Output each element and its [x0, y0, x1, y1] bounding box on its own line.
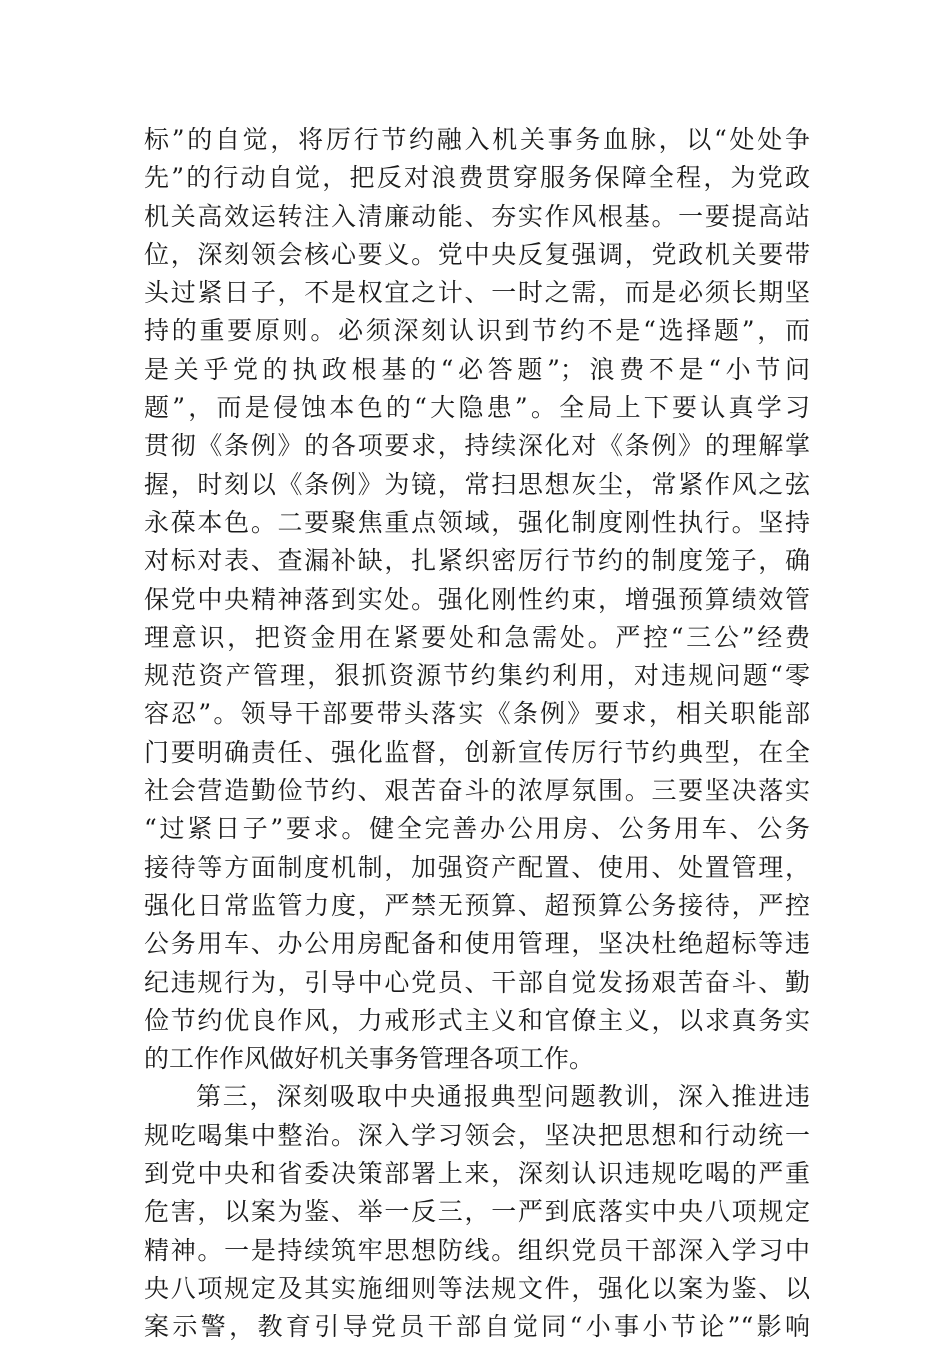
text-line: “过紧日子”要求。健全完善办公用房、公务用车、公务: [144, 814, 810, 844]
paragraph-end-line: 的工作作风做好机关事务管理各项工作。: [144, 1044, 595, 1074]
text-line: 贯彻《条例》的各项要求，持续深化对《条例》的理解掌: [144, 431, 810, 461]
text-line: 接待等方面制度机制，加强资产配置、使用、处置管理，: [144, 852, 810, 882]
text-line: 央八项规定及其实施细则等法规文件，强化以案为鉴、以: [144, 1273, 810, 1303]
text-line: 强化日常监管力度，严禁无预算、超预算公务接待，严控: [144, 890, 810, 920]
text-line: 机关高效运转注入清廉动能、夯实作风根基。一要提高站: [144, 201, 810, 231]
text-line: 永葆本色。二要聚焦重点领域，强化制度刚性执行。坚持: [144, 507, 810, 537]
body-text: [144, 121, 810, 1347]
text-line: 容忍”。领导干部要带头落实《条例》要求，相关职能部: [144, 699, 810, 729]
text-line: 公务用车、办公用房配备和使用管理，坚决杜绝超标等违: [144, 929, 810, 959]
text-line: 对标对表、查漏补缺，扎紧织密厉行节约的制度笼子，确: [144, 546, 810, 576]
text-line: 理意识，把资金用在紧要处和急需处。严控“三公”经费: [144, 622, 810, 652]
text-line: 头过紧日子，不是权宜之计、一时之需，而是必须长期坚: [144, 278, 810, 308]
text-line: 案示警，教育引导党员干部自觉同“小事小节论”“影响: [144, 1312, 810, 1342]
text-line: 握，时刻以《条例》为镜，常扫思想灰尘，常紧作风之弦: [144, 469, 810, 499]
text-line: 危害，以案为鉴、举一反三，一严到底落实中央八项规定: [144, 1197, 810, 1227]
text-line: 俭节约优良作风，力戒形式主义和官僚主义，以求真务实: [144, 1005, 810, 1035]
text-line: 位，深刻领会核心要义。党中央反复强调，党政机关要带: [144, 239, 810, 269]
text-line: 是关乎党的执政根基的“必答题”；浪费不是“小节问: [144, 354, 810, 384]
text-line: 精神。一是持续筑牢思想防线。组织党员干部深入学习中: [144, 1235, 810, 1265]
text-line: 规吃喝集中整治。深入学习领会，坚决把思想和行动统一: [144, 1120, 810, 1150]
text-line: 规范资产管理，狠抓资源节约集约利用，对违规问题“零: [144, 661, 810, 691]
text-line: 门要明确责任、强化监督，创新宣传厉行节约典型，在全: [144, 737, 810, 767]
text-line: 保党中央精神落到实处。强化刚性约束，增强预算绩效管: [144, 584, 810, 614]
text-line: 持的重要原则。必须深刻认识到节约不是“选择题”，而: [144, 316, 810, 346]
text-line: 到党中央和省委决策部署上来，深刻认识违规吃喝的严重: [144, 1159, 810, 1189]
text-line: 社会营造勤俭节约、艰苦奋斗的浓厚氛围。三要坚决落实: [144, 776, 810, 806]
text-line: 标”的自觉，将厉行节约融入机关事务血脉，以“处处争: [144, 125, 810, 154]
text-line: 纪违规行为，引导中心党员、干部自觉发扬艰苦奋斗、勤: [144, 967, 810, 997]
text-line: 先”的行动自觉，把反对浪费贯穿服务保障全程，为党政: [144, 163, 810, 193]
paragraph-start-line: 第三，深刻吸取中央通报典型问题教训，深入推进违: [196, 1082, 810, 1112]
text-line: 题”，而是侵蚀本色的“大隐患”。全局上下要认真学习: [144, 393, 810, 423]
